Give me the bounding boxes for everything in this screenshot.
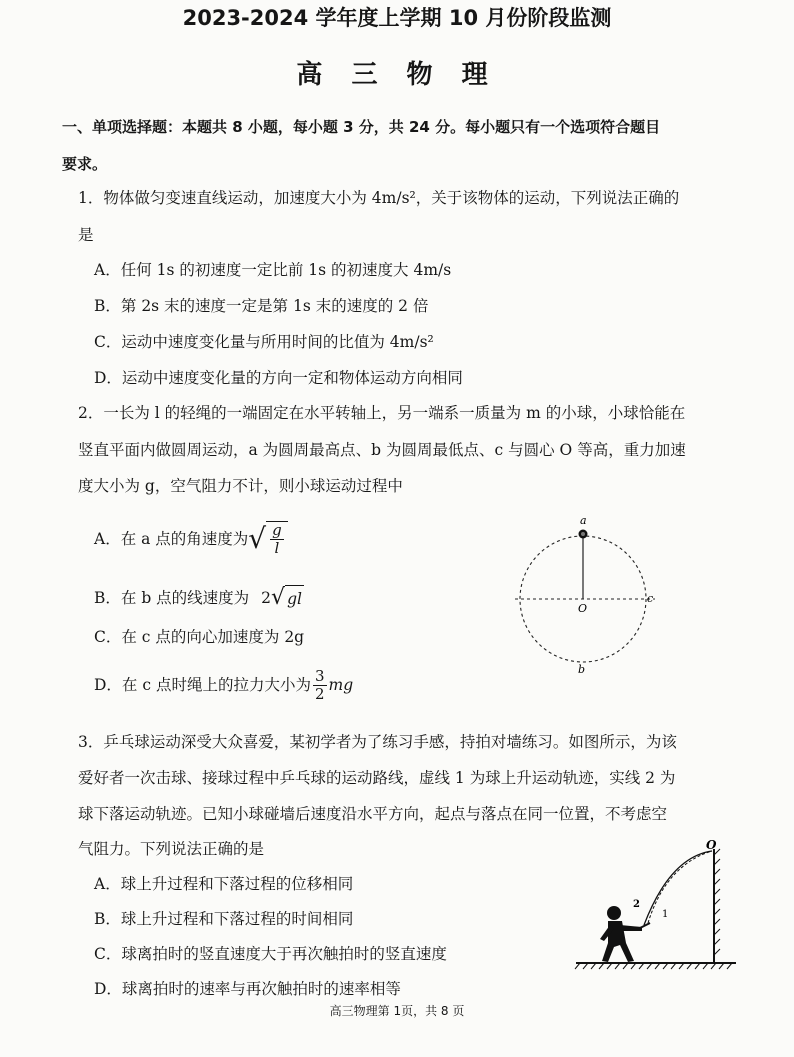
q2-option-d	[94, 664, 353, 706]
q2-stem-line1: 2．一长为 l 的轻绳的一端固定在水平转轴上，另一端系一质量为 m 的小球，小球恰能在	[78, 404, 686, 422]
q3-stem-line1: 3．乒乓球运动深受大众喜爱，某初学者为了练习手感，持拍对墙练习。如图所示，为该	[78, 733, 677, 751]
sqrt-symbol: √ $\frac{g}{l}$	[248, 521, 287, 557]
fraction-denominator: 2	[314, 684, 325, 703]
q2-option-b-text: B．在 b 点的线速度为	[94, 589, 250, 607]
q1-option-a: A．任何 1s 的初速度一定比前 1s 的初速度大 4m/s	[94, 261, 452, 279]
q3-stem-line2: 爱好者一次击球、接球过程中乒乓球的运动路线，虚线 1 为球上升运动轨迹，实线 2 为	[78, 769, 676, 787]
q2-option-b-coef: 2	[261, 589, 272, 607]
q2-option-a-fraction	[270, 522, 284, 557]
q2-option-b	[94, 584, 304, 612]
q2-stem-line3: 度大小为 g，空气阻力不计，则小球运动过程中	[78, 477, 403, 495]
q3-option-d: D．球离拍时的速率与再次触拍时的速率相等	[94, 980, 401, 998]
section-heading-line1: 一、单项选择题：本题共 8 小题，每小题 3 分，共 24 分。每小题只有一个选项符合题目	[62, 118, 661, 136]
player-figure	[600, 906, 642, 962]
q1-option-c: C．运动中速度变化量与所用时间的比值为 4m/s²	[94, 333, 434, 351]
q2-stem-line2: 竖直平面内做圆周运动，a 为圆周最高点、b 为圆周最低点、c 与圆心 O 等高，重力加速	[78, 441, 686, 459]
q3-pingpong-figure	[570, 835, 740, 975]
fraction-denominator: l	[274, 539, 280, 557]
label-o: O	[578, 602, 588, 615]
q2-option-d-tail: mg	[328, 676, 354, 694]
sqrt-symbol: √ gl	[271, 585, 302, 610]
label-2: 2	[633, 899, 640, 910]
q2-option-d-fraction	[313, 668, 327, 703]
fraction-numerator: g	[272, 521, 282, 539]
q1-option-d: D．运动中速度变化量的方向一定和物体运动方向相同	[94, 369, 463, 387]
q3-option-b: B．球上升过程和下落过程的时间相同	[94, 910, 354, 928]
label-a: a	[580, 514, 587, 527]
q2-circle-figure	[505, 510, 665, 680]
q2-option-a	[94, 518, 288, 560]
label-c: c	[647, 592, 654, 605]
q3-option-c: C．球离拍时的竖直速度大于再次触拍时的竖直速度	[94, 945, 447, 963]
q1-stem-line2: 是	[78, 226, 94, 244]
label-o: O	[706, 838, 717, 852]
q3-option-a: A．球上升过程和下落过程的位移相同	[94, 875, 354, 893]
q2-option-a-text: A．在 a 点的角速度为	[94, 530, 249, 548]
label-1: 1	[662, 909, 669, 920]
ball-highlight	[581, 532, 585, 536]
fraction-numerator: 3	[314, 666, 325, 685]
q2-option-c: C．在 c 点的向心加速度为 2g	[94, 628, 305, 646]
label-b: b	[578, 663, 586, 676]
section-heading-line2: 要求。	[62, 155, 108, 173]
subject-title: 高 三 物 理	[296, 60, 498, 90]
q1-stem-line1: 1．物体做匀变速直线运动，加速度大小为 4m/s²，关于该物体的运动，下列说法正确的	[78, 189, 680, 207]
q2-option-b-radicand: gl	[285, 585, 304, 611]
q2-option-d-text: D．在 c 点时绳上的拉力大小为	[94, 676, 311, 694]
q3-stem-line4: 气阻力。下列说法正确的是	[78, 840, 265, 858]
trajectory-1-dashed	[648, 851, 712, 923]
page-footer: 高三物理第 1页，共 8 页	[329, 1004, 465, 1018]
q1-option-b: B．第 2s 末的速度一定是第 1s 末的速度的 2 倍	[94, 297, 429, 315]
trajectory-2-solid	[644, 851, 712, 925]
exam-title: 2023-2024 学年度上学期 10 月份阶段监测	[182, 6, 612, 30]
q3-stem-line3: 球下落运动轨迹。已知小球碰墙后速度沿水平方向，起点与落点在同一位置，不考虑空	[78, 805, 668, 823]
